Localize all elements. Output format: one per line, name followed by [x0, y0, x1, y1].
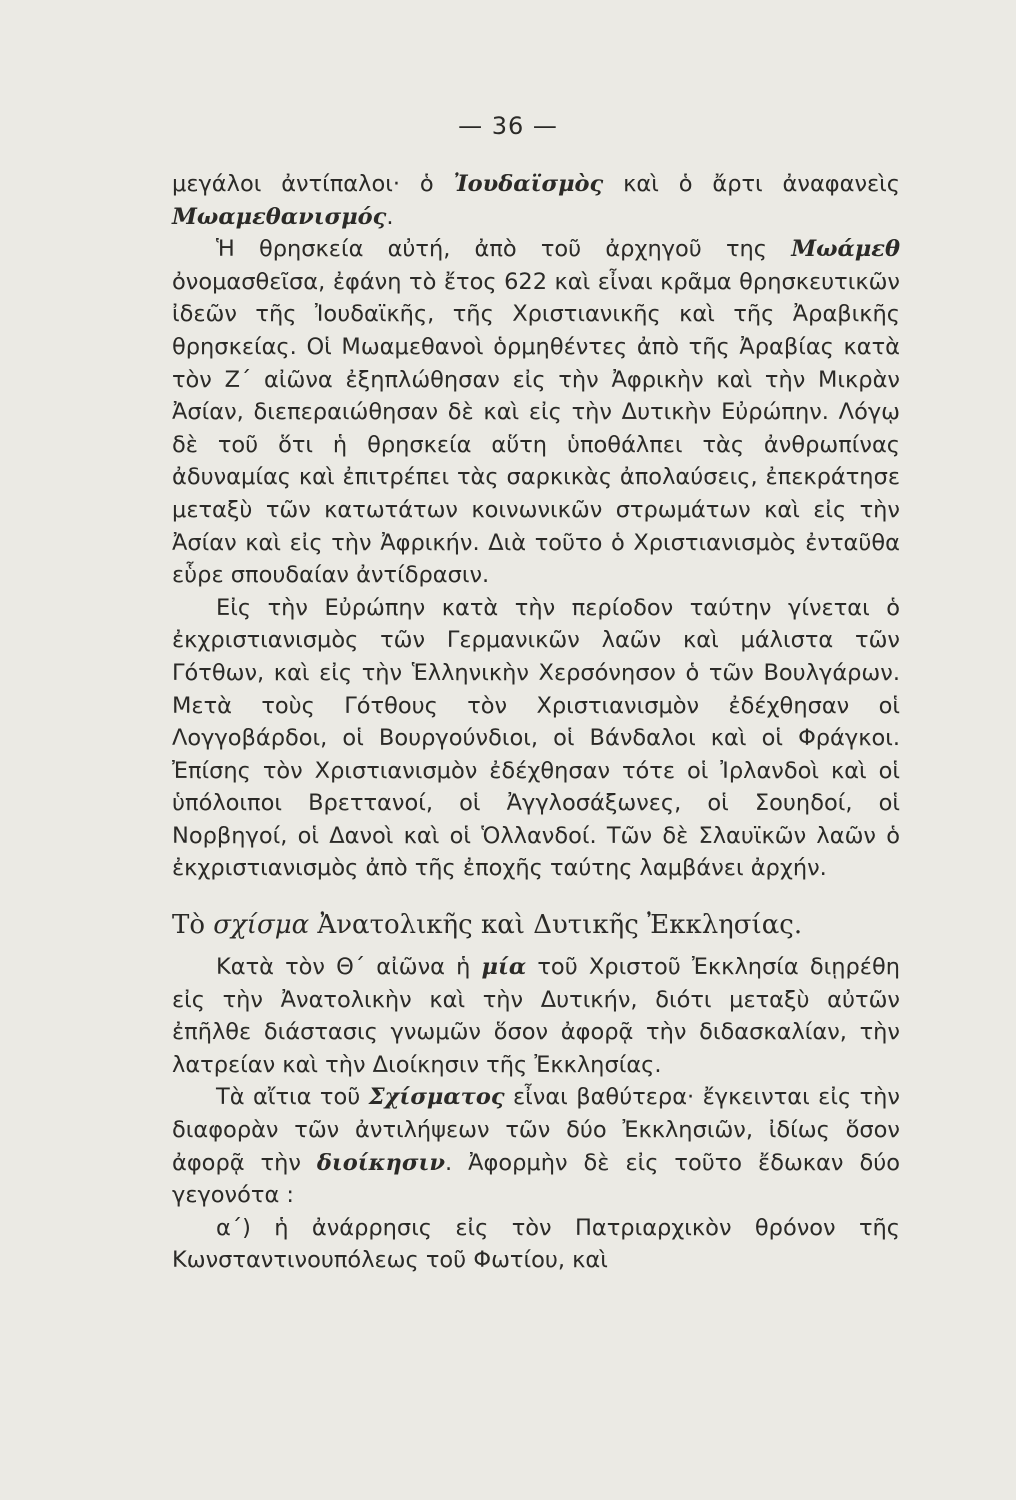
section-heading [172, 907, 900, 943]
heading-part: Τὸ [172, 910, 214, 941]
section-paragraph-s1 [172, 951, 900, 1081]
heading-part: σχίσμα [213, 910, 310, 941]
section-paragraphs [172, 951, 900, 1277]
emphasized-term: Μωαμεθανισμός [172, 203, 387, 230]
body-paragraphs [172, 168, 900, 885]
text-run: . [386, 203, 394, 230]
page-number: — 36 — [458, 112, 558, 140]
paragraph-p1 [172, 168, 900, 233]
emphasized-term: μία [481, 954, 527, 981]
emphasized-term: Ἰουδαϊσμὸς [453, 171, 604, 197]
text-run: εἶναι βαθύτερα· ἔγκεινται εἰς τὴν διαφορὰν τῶν ἀντιλήψεων τῶν δύο Ἐκκλησιῶν, ἰδίως ὅσον ἀφορᾷ τὴν [172, 1084, 900, 1176]
heading-part: Ἀνατολικῆς καὶ Δυτικῆς Ἐκκλησίας. [309, 910, 803, 941]
text-run: . Ἀφορμὴν δὲ εἰς τοῦτο ἔδωκαν δύο γεγονότα : [172, 1149, 900, 1209]
text-run: Τὰ αἴτια τοῦ [216, 1084, 369, 1111]
main-text [172, 168, 900, 1277]
text-run: α΄) ἡ ἀνάρρησις εἰς τὸν Πατριαρχικὸν θρόνον τῆς Κωνσταντινουπόλεως τοῦ Φωτίου, καὶ [172, 1214, 900, 1274]
section-paragraph-s2 [172, 1081, 900, 1211]
paragraph-p3 [172, 592, 900, 885]
text-run: καὶ ὁ ἄρτι ἀναφανεὶς [603, 171, 900, 197]
text-run: μεγάλοι ἀντίπαλοι· ὁ [172, 171, 454, 197]
emphasized-term: διοίκησιν [316, 1149, 445, 1176]
text-run: τοῦ Χριστοῦ Ἐκκλησία διῃρέθη εἰς τὴν Ἀνατολικὴν καὶ τὴν Δυτικήν, διότι μεταξὺ αὐτῶν ἐπῆλθε διάστασις γνωμῶν ὅσον ἀφορᾷ τὴν διδασκαλίαν, τὴν λατρείαν καὶ τὴν Διοίκησιν τῆς Ἐκκλησίας. [172, 954, 900, 1078]
paragraph-p2 [172, 233, 900, 592]
section-paragraph-s3 [172, 1212, 900, 1277]
text-run: Κατὰ τὸν Θ΄ αἰῶνα ἡ [216, 954, 482, 981]
text-run: Εἰς τὴν Εὐρώπην κατὰ τὴν περίοδον ταύτην γίνεται ὁ ἐκχριστιανισμὸς τῶν Γερμανικῶν λαῶν καὶ μάλιστα τῶν Γότθων, καὶ εἰς τὴν Ἑλληνικὴν Χερσόνησον ὁ τῶν Βουλγάρων. Μετὰ τοὺς Γότθους τὸν Χριστιανισμὸν ἐδέχθησαν οἱ Λογγοβάρδοι, οἱ Βουργούνδιοι, οἱ Βάνδαλοι καὶ οἱ Φράγκοι. Ἐπίσης τὸν Χριστιανισμὸν ἐδέχθησαν τότε οἱ Ἰρλανδοὶ καὶ οἱ ὑπόλοιποι Βρεττανοί, οἱ Ἀγγλοσάξωνες, οἱ Σουηδοί, οἱ Νορβηγοί, οἱ Δανοὶ καὶ οἱ Ὁλλανδοί. Τῶν δὲ Σλαυϊκῶν λαῶν ὁ ἐκχριστιανισμὸς ἀπὸ τῆς ἐποχῆς ταύτης λαμβάνει ἀρχήν. [172, 594, 900, 882]
text-run: Ἡ θρησκεία αὐτή, ἀπὸ τοῦ ἀρχηγοῦ της [216, 236, 792, 263]
emphasized-term: Σχίσματος [368, 1084, 505, 1111]
emphasized-term: Μωάμεθ [791, 236, 900, 263]
text-run: ὀνομασθεῖσα, ἐφάνη τὸ ἔτος 622 καὶ εἶναι κρᾶμα θρησκευτικῶν ἰδεῶν τῆς Ἰουδαϊκῆς, τῆς Χριστιανικῆς καὶ τῆς Ἀραβικῆς θρησκείας. Οἱ Μωαμεθανοὶ ὁρμηθέντες ἀπὸ τῆς Ἀραβίας κατὰ τὸν Ζ΄ αἰῶνα ἐξηπλώθησαν εἰς τὴν Ἀφρικὴν καὶ τὴν Μικρὰν Ἀσίαν, διεπεραιώθησαν δὲ καὶ εἰς τὴν Δυτικὴν Εὐρώπην. Λόγῳ δὲ τοῦ ὅτι ἡ θρησκεία αὕτη ὑποθάλπει τὰς ἀνθρωπίνας ἀδυναμίας καὶ ἐπιτρέπει τὰς σαρκικὰς ἀπολαύσεις, ἐπεκράτησε μεταξὺ τῶν κατωτάτων κοινωνικῶν στρωμάτων καὶ εἰς τὴν Ἀσίαν καὶ εἰς τὴν Ἀφρικήν. Διὰ τοῦτο ὁ Χριστιανισμὸς ἐνταῦθα εὗρε σπουδαίαν ἀντίδρασιν. [172, 268, 900, 589]
